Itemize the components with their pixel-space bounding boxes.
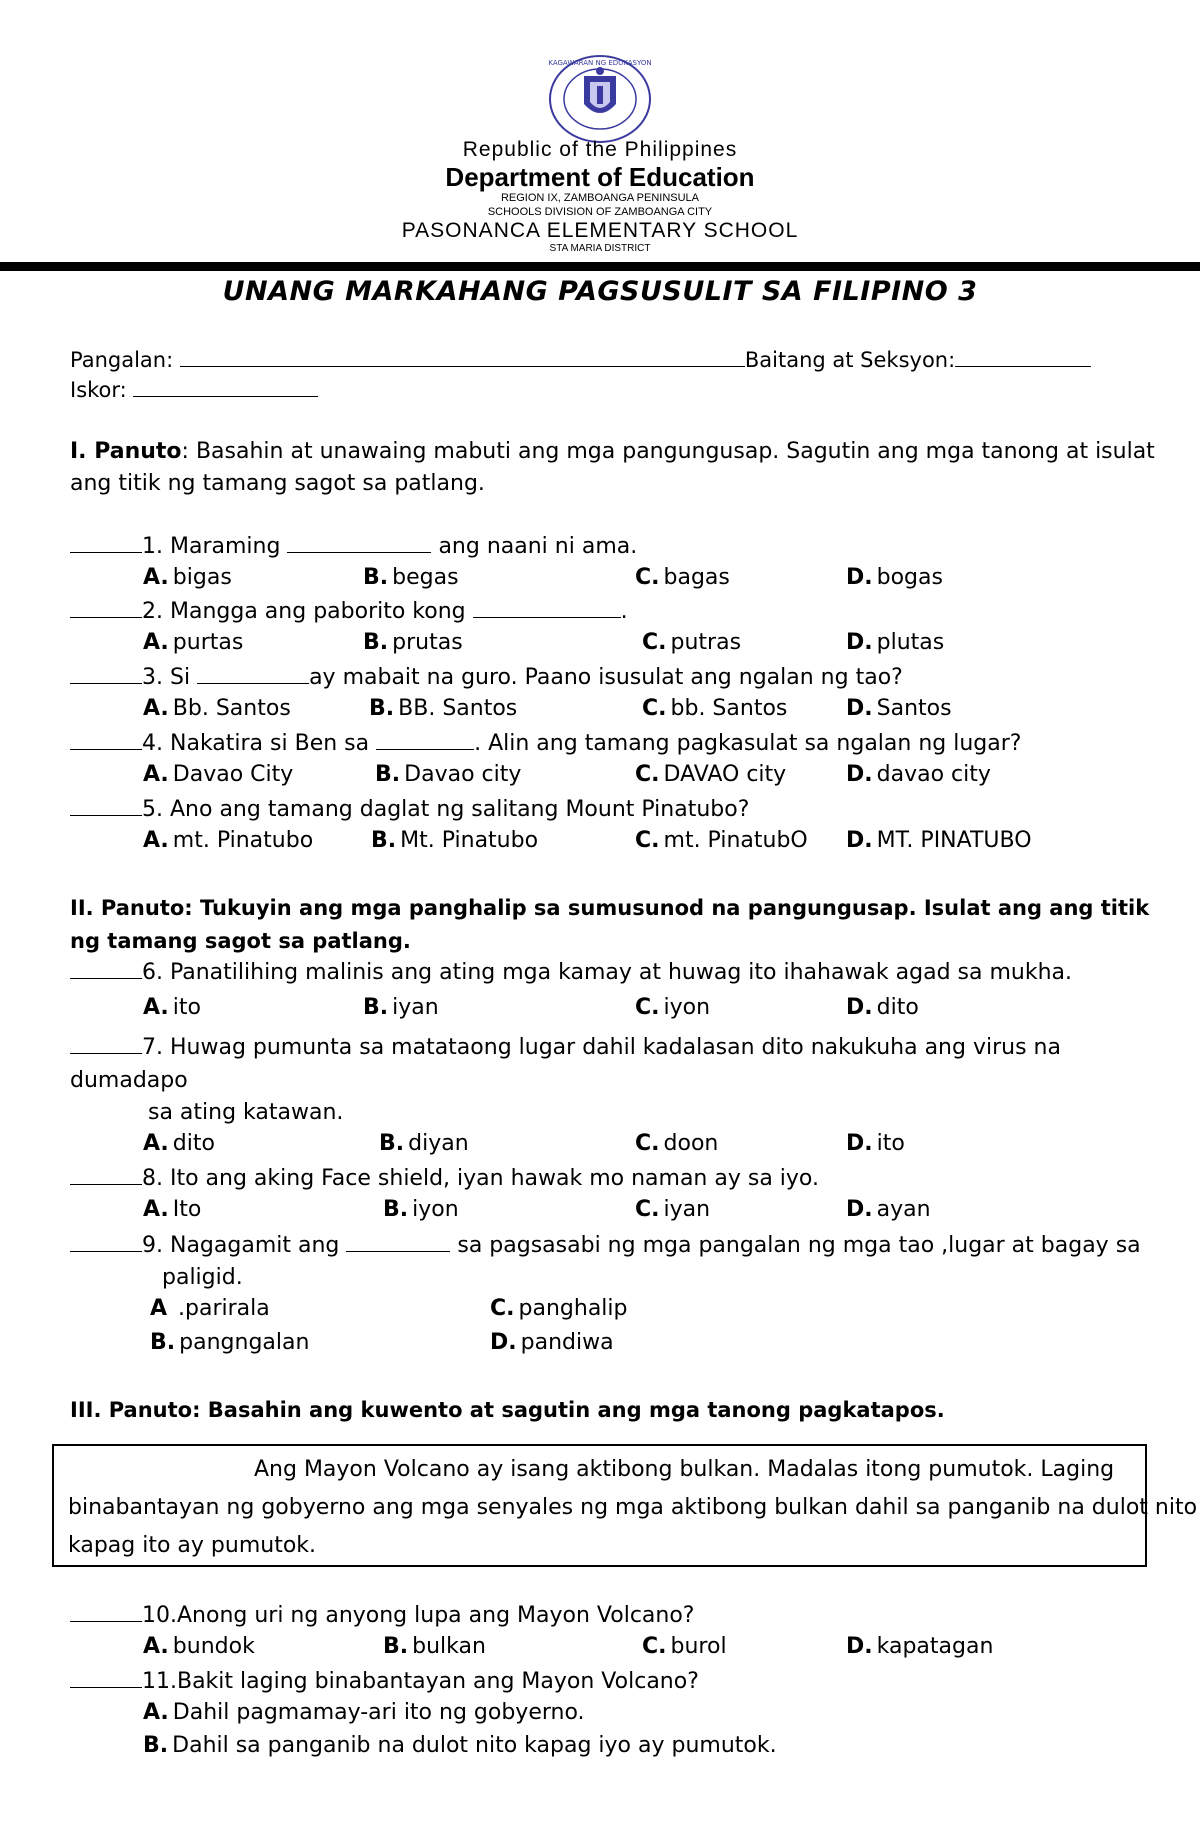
part3-instruction: III. Panuto: Basahin ang kuwento at sagutin ang mga tanong pagkatapos. [70,1398,945,1422]
header-divider [0,262,1200,271]
q11-option-a[interactable]: A. Dahil pagmamay-ari ito ng gobyerno. [143,1700,585,1725]
question-7-line2: dumadapo [70,1068,188,1093]
question-2: 2. Mangga ang paborito kong . [70,596,628,628]
name-label: Pangalan: [70,348,174,372]
answer-blank[interactable] [70,1231,142,1252]
q4-option-d[interactable]: D. davao city [846,762,991,787]
republic-line: Republic of the Philippines [462,138,738,161]
fill-blank[interactable] [287,532,431,553]
q10-option-c[interactable]: C. burol [642,1634,727,1659]
q5-option-d[interactable]: D. MT. PINATUBO [846,828,1032,853]
question-9: 9. Nagagamit ang sa pagsasabi ng mga pangalan ng mga tao ,lugar at bagay sa [70,1230,1141,1262]
q4-option-a[interactable]: A. Davao City [143,762,294,787]
q2-option-a[interactable]: A. purtas [143,630,244,655]
q1-option-c[interactable]: C. bagas [635,565,730,590]
question-9-line2: paligid. [162,1265,243,1290]
q1-option-b[interactable]: B. begas [363,565,459,590]
part1-label: I. Panuto [70,439,182,464]
fill-blank[interactable] [346,1231,450,1252]
question-5: 5. Ano ang tamang daglat ng salitang Mount Pinatubo? [70,794,749,826]
q9-option-b[interactable]: B. pangngalan [150,1330,310,1355]
fill-blank[interactable] [197,663,309,684]
q8-option-b[interactable]: B. iyon [383,1197,459,1222]
q6-option-b[interactable]: B. iyan [363,995,439,1020]
district-line: STA MARIA DISTRICT [549,243,651,254]
q7-option-c[interactable]: C. doon [635,1131,719,1156]
q9-option-a[interactable]: A .parirala [150,1296,270,1321]
question-8: 8. Ito ang aking Face shield, iyan hawak mo naman ay sa iyo. [70,1163,819,1195]
q2-option-c[interactable]: C. putras [642,630,742,655]
q6-option-d[interactable]: D. dito [846,995,919,1020]
q6-option-c[interactable]: C. iyon [635,995,711,1020]
region-line: REGION IX, ZAMBOANGA PENINSULA [500,192,700,204]
answer-blank[interactable] [70,1164,142,1185]
q10-option-d[interactable]: D. kapatagan [846,1634,994,1659]
q10-option-a[interactable]: A. bundok [143,1634,255,1659]
q8-option-c[interactable]: C. iyan [635,1197,711,1222]
name-field[interactable] [70,344,1091,376]
score-label: Iskor: [70,378,127,402]
q9-option-d[interactable]: D. pandiwa [490,1330,614,1355]
q11-option-b[interactable]: B. Dahil sa panganib na dulot nito kapag iyo ay pumutok. [143,1733,777,1758]
q3-option-b[interactable]: B. BB. Santos [369,696,518,721]
fill-blank[interactable] [473,597,621,618]
answer-blank[interactable] [70,532,142,553]
seal-text: KAGAWARAN NG EDUKASYON [548,59,652,67]
q7-option-a[interactable]: A. dito [143,1131,215,1156]
answer-blank[interactable] [70,795,142,816]
q5-option-c[interactable]: C. mt. PinatubO [635,828,808,853]
q6-option-a[interactable]: A. ito [143,995,201,1020]
q2-option-b[interactable]: B. prutas [363,630,463,655]
answer-blank[interactable] [70,958,142,979]
q4-option-b[interactable]: B. Davao city [375,762,522,787]
answer-blank[interactable] [70,729,142,750]
school-line: PASONANCA ELEMENTARY SCHOOL [401,219,799,242]
grade-blank[interactable] [955,346,1091,367]
answer-blank[interactable] [70,1033,142,1054]
answer-blank[interactable] [70,1667,142,1688]
q3-option-d[interactable]: D. Santos [846,696,952,721]
q5-option-b[interactable]: B. Mt. Pinatubo [371,828,539,853]
part1-instruction: I. Panuto: Basahin at unawaing mabuti ang mga pangungusap. Sagutin ang mga tanong at isulat [70,439,1155,464]
story-box [52,1444,1198,1567]
q1-option-d[interactable]: D. bogas [846,565,943,590]
q10-option-b[interactable]: B. bulkan [383,1634,486,1659]
q2-option-d[interactable]: D. plutas [846,630,945,655]
q7-option-d[interactable]: D. ito [846,1131,905,1156]
q7-option-b[interactable]: B. diyan [379,1131,469,1156]
question-3: 3. Si ay mabait na guro. Paano isusulat ang ngalan ng tao? [70,662,903,694]
question-4: 4. Nakatira si Ben sa . Alin ang tamang pagkasulat sa ngalan ng lugar? [70,728,1021,760]
question-6: 6. Panatilihing malinis ang ating mga kamay at huwag ito ihahawak agad sa mukha. [70,957,1072,989]
score-blank[interactable] [133,376,318,397]
question-10: 10.Anong uri ng anyong lupa ang Mayon Volcano? [70,1600,694,1632]
q1-option-a[interactable]: A. bigas [143,565,232,590]
department-line: Department of Education [445,162,755,192]
grade-label: Baitang at Seksyon: [744,348,956,372]
answer-blank[interactable] [70,597,142,618]
question-11: 11.Bakit laging binabantayan ang Mayon Volcano? [70,1666,699,1698]
part2-instruction-line2: ng tamang sagot sa patlang. [70,929,411,953]
score-field[interactable] [70,374,318,406]
question-7-line3: sa ating katawan. [148,1100,344,1125]
question-7: 7. Huwag pumunta sa matataong lugar dahil kadalasan dito nakukuha ang virus na [70,1032,1061,1064]
story-line-1: Ang Mayon Volcano ay isang aktibong bulkan. Madalas itong pumutok. Laging [254,1457,1115,1482]
exam-title: UNANG MARKAHANG PAGSUSULIT SA FILIPINO 3 [222,276,978,307]
part1-instruction-line2: ang titik ng tamang sagot sa patlang. [70,471,485,496]
question-1: 1. Maraming ang naani ni ama. [70,531,637,563]
part2-instruction: II. Panuto: Tukuyin ang mga panghalip sa sumusunod na pangungusap. Isulat ang ang titik [70,896,1150,920]
division-line: SCHOOLS DIVISION OF ZAMBOANGA CITY [487,206,713,218]
answer-blank[interactable] [70,663,142,684]
story-line-3: kapag ito ay pumutok. [68,1533,317,1558]
name-blank[interactable] [180,346,745,367]
q3-option-a[interactable]: A. Bb. Santos [143,696,291,721]
deped-seal [548,54,652,144]
q9-option-c[interactable]: C. panghalip [490,1296,628,1321]
q8-option-a[interactable]: A. Ito [143,1197,202,1222]
fill-blank[interactable] [376,729,474,750]
q3-option-c[interactable]: C. bb. Santos [642,696,788,721]
q5-option-a[interactable]: A. mt. Pinatubo [143,828,314,853]
answer-blank[interactable] [70,1601,142,1622]
q4-option-c[interactable]: C. DAVAO city [635,762,787,787]
story-line-2: binabantayan ng gobyerno ang mga senyales ng mga aktibong bulkan dahil sa panganib na dulot nito [68,1495,1198,1520]
q8-option-d[interactable]: D. ayan [846,1197,931,1222]
